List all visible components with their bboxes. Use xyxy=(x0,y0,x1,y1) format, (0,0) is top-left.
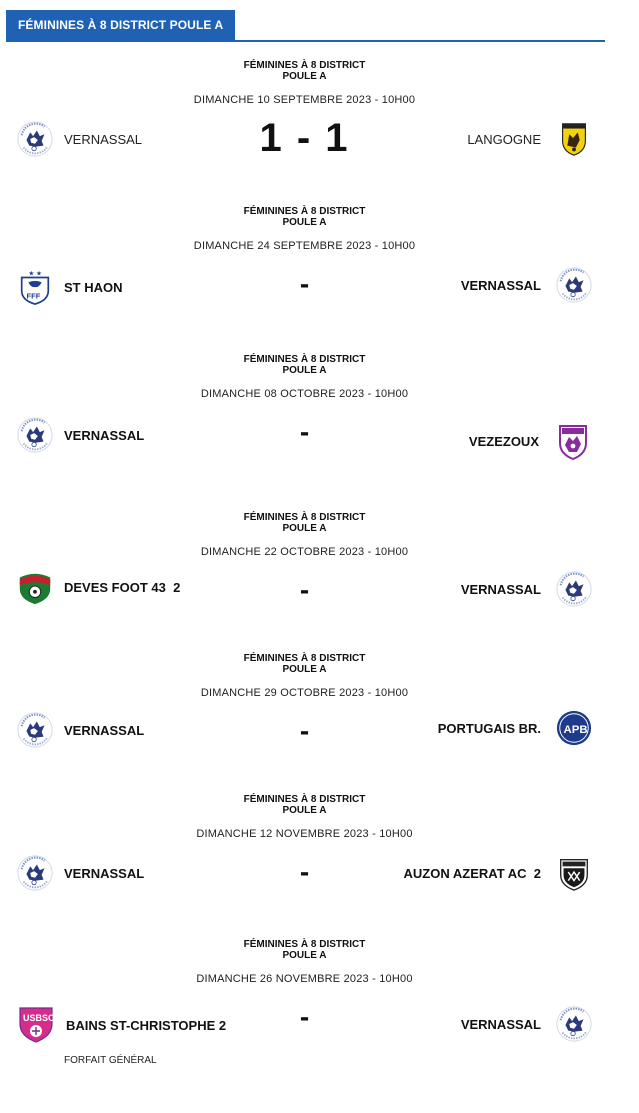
match-date: DIMANCHE 08 OCTOBRE 2023 - 10H00 xyxy=(200,388,409,400)
match-card[interactable] xyxy=(0,58,639,198)
competition-label: FÉMININES À 8 DISTRICT POULE A xyxy=(243,939,366,961)
away-team[interactable] xyxy=(438,709,593,747)
home-team-name: DEVES FOOT 43 2 xyxy=(64,579,181,595)
away-team-name: VERNASSAL xyxy=(460,277,541,293)
home-team-name: VERNASSAL xyxy=(64,427,145,443)
match-card[interactable] xyxy=(0,510,639,650)
match-card[interactable] xyxy=(0,651,639,791)
competition-label: FÉMININES À 8 DISTRICT POULE A xyxy=(243,354,366,376)
away-team[interactable] xyxy=(461,570,593,608)
vezezoux-logo xyxy=(553,414,593,468)
match-date: DIMANCHE 12 NOVEMBRE 2023 - 10H00 xyxy=(196,828,413,840)
match-card[interactable] xyxy=(0,204,639,344)
forfeit-note: FORFAIT GÉNÉRAL xyxy=(64,1055,157,1066)
apb-logo xyxy=(555,709,593,747)
away-team[interactable] xyxy=(461,1005,593,1043)
away-team[interactable] xyxy=(469,414,593,468)
away-team-name: VEZEZOUX xyxy=(468,433,539,449)
match-date: DIMANCHE 22 OCTOBRE 2023 - 10H00 xyxy=(200,546,409,558)
away-team-name: LANGOGNE xyxy=(467,131,541,147)
home-team-name: BAINS ST-CHRISTOPHE 2 xyxy=(66,1018,227,1033)
away-team[interactable] xyxy=(404,854,593,892)
match-card[interactable] xyxy=(0,792,639,932)
vernassal-logo xyxy=(555,266,593,304)
away-team-name: AUZON AZERAT AC 2 xyxy=(403,865,541,881)
competition-tab[interactable]: FÉMININES À 8 DISTRICT POULE A xyxy=(6,10,235,40)
away-team-name: VERNASSAL xyxy=(460,1016,541,1032)
langogne-logo xyxy=(555,120,593,158)
match-score: - xyxy=(299,268,310,299)
away-team[interactable] xyxy=(467,120,593,158)
vernassal-logo xyxy=(555,570,593,608)
match-score: - xyxy=(299,856,310,887)
competition-label: FÉMININES À 8 DISTRICT POULE A xyxy=(243,206,366,228)
home-team-name: VERNASSAL xyxy=(64,131,143,147)
match-date: DIMANCHE 24 SEPTEMBRE 2023 - 10H00 xyxy=(193,240,416,252)
away-team-name: VERNASSAL xyxy=(460,581,541,597)
competition-label: FÉMININES À 8 DISTRICT POULE A xyxy=(243,653,366,675)
match-score: 1 - 1 xyxy=(259,116,350,160)
vernassal-logo xyxy=(555,1005,593,1043)
match-score: - xyxy=(299,416,310,447)
away-team-name: PORTUGAIS BR. xyxy=(437,720,541,736)
home-team-name: VERNASSAL xyxy=(64,865,145,881)
match-card[interactable] xyxy=(0,352,639,492)
competition-label: FÉMININES À 8 DISTRICT POULE A xyxy=(243,794,366,816)
competition-label: FÉMININES À 8 DISTRICT POULE A xyxy=(243,60,366,82)
competition-label: FÉMININES À 8 DISTRICT POULE A xyxy=(243,512,366,534)
match-date: DIMANCHE 10 SEPTEMBRE 2023 - 10H00 xyxy=(193,94,416,106)
home-team-name: ST HAON xyxy=(64,279,123,295)
match-score: - xyxy=(299,715,310,746)
match-card[interactable] xyxy=(0,937,639,1077)
match-score: - xyxy=(299,574,310,605)
match-score: - xyxy=(299,1001,310,1032)
match-date: DIMANCHE 26 NOVEMBRE 2023 - 10H00 xyxy=(196,973,413,985)
away-team[interactable] xyxy=(461,266,593,304)
competition-header xyxy=(6,10,605,42)
home-team-name: VERNASSAL xyxy=(64,722,145,738)
match-date: DIMANCHE 29 OCTOBRE 2023 - 10H00 xyxy=(200,687,409,699)
auzon-logo xyxy=(555,854,593,892)
